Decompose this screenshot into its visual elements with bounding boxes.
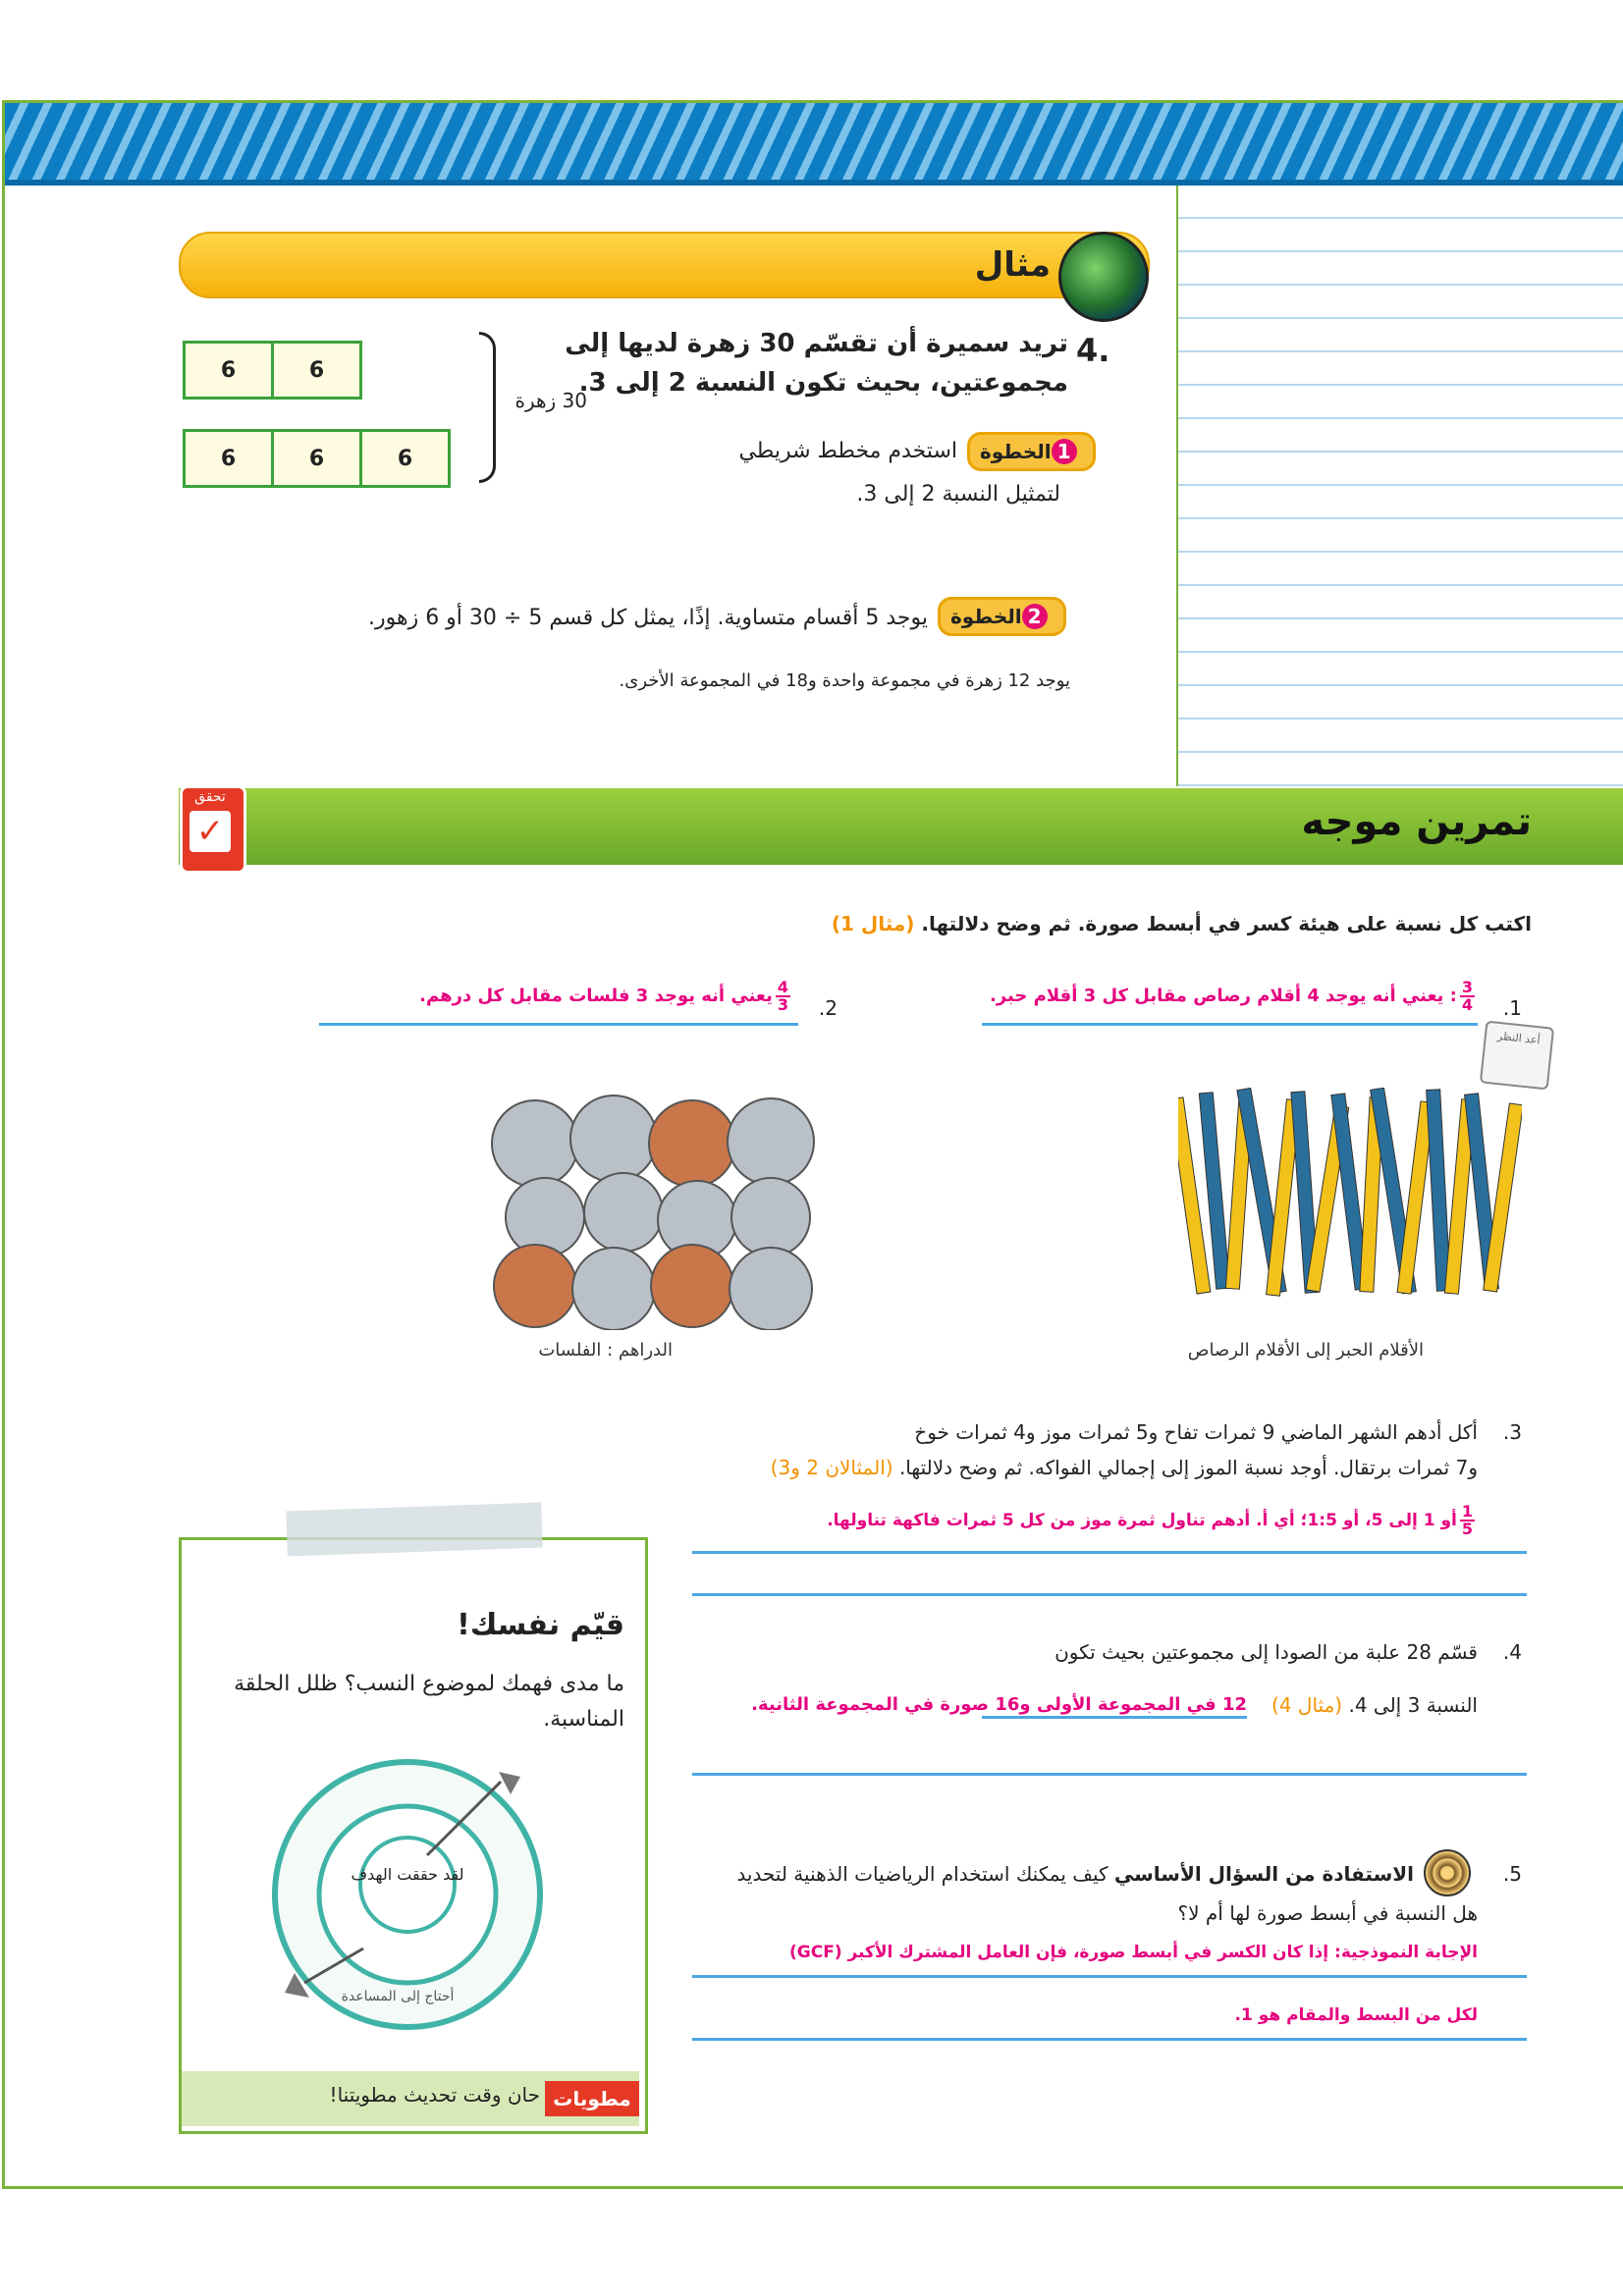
- q3-answer-line-2: [692, 1593, 1527, 1596]
- q5-text-a: الاستفادة من السؤال الأساسي كيف يمكنك استخدام الرياضيات الذهنية لتحديد: [736, 1862, 1414, 1886]
- tape-decoration: [286, 1502, 542, 1556]
- step2-text: يوجد 5 أقسام متساوية. إذًا، يمثل كل قسم 5 ÷ 30 أو 6 زهور.: [367, 606, 928, 630]
- q5-answer-line-1: [692, 1975, 1527, 1978]
- target-ring-label: أحتاج إلى المساعدة: [341, 1989, 455, 2004]
- q2-answer-line: [319, 1023, 798, 1026]
- q4-answer-line: [982, 1716, 1247, 1719]
- q5-answer-b: لكل من البسط والمقام هو 1.: [1234, 2005, 1478, 2025]
- step1-badge: 1الخطوة: [967, 432, 1096, 471]
- step2-badge: 2الخطوة: [938, 597, 1066, 636]
- note-card-icon: أعد النظر: [1480, 1021, 1554, 1091]
- q4-number: 4.: [1502, 1640, 1522, 1664]
- step2-num: 2: [1022, 604, 1048, 629]
- q2-answer: $\frac{4}{3}$ يعني أنه يوجد 3 فلسات مقابل كل درهم.: [419, 978, 788, 1014]
- guided-practice-title: تمرين موجه: [1301, 799, 1532, 844]
- caption-coins: الدراهم : الفلسات: [538, 1340, 673, 1361]
- check-label: تحقق: [194, 789, 226, 805]
- q4-answer: 12 في المجموعة الأولى و16 صورة في المجموعة الثانية.: [751, 1694, 1247, 1715]
- example-question: تريد سميرة أن تقسّم 30 زهرة لديها إلى مجموعتين، بحيث تكون النسبة 2 إلى 3.: [565, 329, 1068, 398]
- q5-text-b: هل النسبة في أبسط صورة لها أم لا؟: [1177, 1901, 1478, 1925]
- q1-answer: $\frac{3}{4}$ : يعني أنه يوجد 4 أقلام رصاص مقابل كل 3 أقلام حبر.: [989, 978, 1473, 1014]
- foldable-badge: مطويات: [545, 2081, 639, 2116]
- notes-lined-area: [1176, 186, 1623, 786]
- self-check-question: ما مدى فهمك لموضوع النسب؟ ظلل الحلقة المناسبة.: [234, 1672, 624, 1732]
- q3-text-b: و7 ثمرات برتقال. أوجد نسبة الموز إلى إجمالي الفواكه. ثم وضح دلالتها. (المثالان 2 و3): [770, 1456, 1478, 1479]
- q4-text-b: النسبة 3 إلى 4. (مثال 4): [1271, 1693, 1478, 1717]
- step1-num: 1: [1052, 439, 1077, 464]
- example-conclusion: يوجد 12 زهرة في مجموعة واحدة و18 في المجموعة الأخرى.: [619, 670, 1070, 691]
- q3-text-a: أكل أدهم الشهر الماضي 9 ثمرات تفاح و5 ثمرات موز و4 ثمرات خوخ: [914, 1420, 1478, 1444]
- globe-icon: [1058, 232, 1149, 322]
- q4-text-a: قسّم 28 علبة من الصودا إلى مجموعتين بحيث تكون: [1055, 1640, 1478, 1664]
- tape-cell: 6: [220, 446, 237, 471]
- q5-number: 5.: [1502, 1862, 1522, 1886]
- q3-answer-line-1: [692, 1551, 1527, 1554]
- example-number: 4.: [1076, 332, 1110, 369]
- q2-number: 2.: [818, 996, 838, 1020]
- flowers-label: 30 زهرة: [514, 389, 587, 412]
- tape-cell: 6: [271, 344, 359, 397]
- step1-text-a: استخدم مخطط شريطي: [738, 439, 957, 463]
- brace: [479, 332, 496, 483]
- tape-cell: 6: [359, 432, 448, 485]
- q3-answer: $\frac{1}{5}$ أو 1 إلى 5، أو 1:5؛ أي أ. أدهم تناول ثمرة موز من كل 5 ثمرات فاكهة تناولها.: [827, 1502, 1473, 1538]
- tape-cell: 6: [271, 432, 359, 485]
- foldable-text: حان وقت تحديث مطويتنا!: [329, 2083, 540, 2107]
- header-stripe: [5, 103, 1623, 182]
- example-title: مثال: [974, 245, 1051, 285]
- self-check-title: قيّم نفسك!: [457, 1608, 624, 1642]
- q3-number: 3.: [1502, 1420, 1522, 1444]
- essential-question-icon: [1424, 1849, 1471, 1896]
- tape-diagram-bottom: [183, 429, 451, 488]
- q5-answer-a: الإجابة النموذجية: إذا كان الكسر في أبسط صورة، فإن العامل المشترك الأكبر (GCF): [788, 1943, 1478, 1962]
- q5-answer-line-2: [692, 2038, 1527, 2041]
- q4-answer-line-2: [692, 1773, 1527, 1776]
- caption-pencils: الأقلام الحبر إلى الأقلام الرصاص: [1187, 1340, 1424, 1361]
- check-mark-icon: ✓: [189, 811, 231, 852]
- coins-image: [486, 1095, 825, 1330]
- target-center-label: لقد حققت الهدف: [351, 1865, 464, 1884]
- tape-diagram-top: [183, 341, 362, 400]
- q1-answer-line: [982, 1023, 1478, 1026]
- tape-cell: 6: [220, 357, 237, 383]
- pencils-image: [1178, 1088, 1522, 1313]
- step1-text-b: لتمثيل النسبة 2 إلى 3.: [856, 482, 1060, 507]
- instructions: اكتب كل نسبة على هيئة كسر في أبسط صورة. ثم وضح دلالتها. (مثال 1): [831, 912, 1532, 935]
- q1-number: 1.: [1502, 996, 1522, 1020]
